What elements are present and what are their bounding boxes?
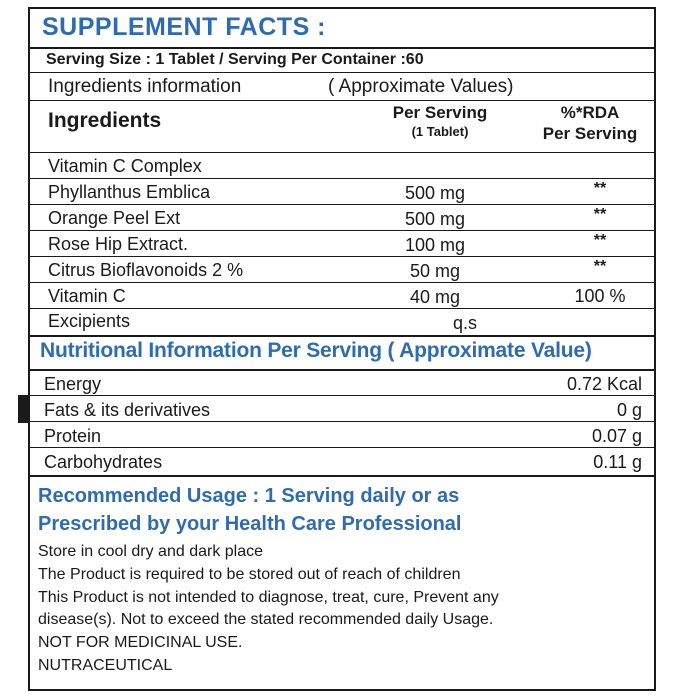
ingredient-amount: 100 mg [404, 235, 466, 255]
divider [30, 100, 654, 101]
ingredient-rda: ** [593, 206, 607, 223]
ingredient-row [30, 283, 654, 309]
ingredients-info-label: Ingredients information [48, 76, 242, 97]
note-line: disease(s). Not to exceed the stated recommended daily Usage. [38, 611, 494, 628]
edge-marker [18, 395, 28, 423]
ingredient-name: Orange Peel Ext [48, 208, 181, 228]
nutrient-name: Carbohydrates [44, 452, 163, 472]
usage-line-1: Recommended Usage : 1 Serving daily or as [38, 485, 460, 507]
rda-subheading: Per Serving [542, 124, 638, 143]
ingredient-amount: 500 mg [404, 183, 466, 203]
ingredients-heading: Ingredients [48, 109, 162, 132]
note-line: NUTRACEUTICAL [38, 657, 173, 674]
ingredient-rda: ** [593, 180, 607, 197]
ingredient-row [30, 205, 654, 231]
ingredient-rda: ** [593, 232, 607, 249]
nutrient-value: 0 g [616, 400, 642, 420]
note-line: The Product is required to be stored out of reach of children [38, 566, 461, 583]
ingredient-name: Citrus Bioflavonoids 2 % [48, 260, 244, 280]
nutrition-heading: Nutritional Information Per Serving ( Approximate Value) [40, 339, 592, 362]
ingredient-name: Vitamin C [48, 286, 126, 306]
note-line: This Product is not intended to diagnose, treat, cure, Prevent any [38, 589, 499, 606]
nutrition-row [30, 448, 654, 474]
ingredient-amount: 500 mg [404, 209, 466, 229]
serving-size: Serving Size : 1 Tablet / Serving Per Container :60 [46, 51, 424, 68]
usage-line-2: Prescribed by your Health Care Professional [38, 513, 462, 535]
nutrient-value: 0.07 g [591, 426, 642, 446]
divider [30, 47, 654, 49]
ingredient-name: Phyllanthus Emblica [48, 182, 211, 202]
rda-heading: %*RDA [560, 103, 620, 122]
ingredient-name: Excipients [48, 311, 131, 331]
per-serving-subheading: (1 Tablet) [411, 124, 469, 139]
nutrient-name: Fats & its derivatives [44, 400, 211, 420]
ingredient-name: Rose Hip Extract. [48, 234, 189, 254]
approximate-values-label: ( Approximate Values) [328, 76, 514, 97]
panel-title: SUPPLEMENT FACTS : [42, 13, 327, 41]
ingredient-row [30, 231, 654, 257]
supplement-facts-panel [28, 7, 656, 691]
ingredient-amount: q.s [452, 313, 477, 333]
ingredient-row [30, 153, 654, 179]
nutrition-row [30, 396, 654, 422]
divider [30, 475, 654, 477]
ingredient-amount: 50 mg [409, 261, 461, 281]
nutrition-row [30, 370, 654, 396]
nutrient-name: Energy [44, 374, 102, 394]
note-line: NOT FOR MEDICINAL USE. [38, 634, 243, 651]
ingredient-row [30, 179, 654, 205]
divider [30, 72, 654, 73]
per-serving-heading: Per Serving [392, 103, 488, 122]
ingredient-amount: 40 mg [409, 287, 461, 307]
divider [30, 335, 654, 337]
nutrient-value: 0.11 g [593, 452, 642, 472]
note-line: Store in cool dry and dark place [38, 543, 264, 560]
ingredient-row [30, 257, 654, 283]
ingredient-rda: 100 % [574, 286, 626, 306]
nutrient-value: 0.72 Kcal [566, 374, 642, 394]
ingredient-rda: ** [593, 258, 607, 275]
nutrition-row [30, 422, 654, 448]
ingredient-name: Vitamin C Complex [48, 156, 202, 176]
nutrient-name: Protein [44, 426, 102, 446]
